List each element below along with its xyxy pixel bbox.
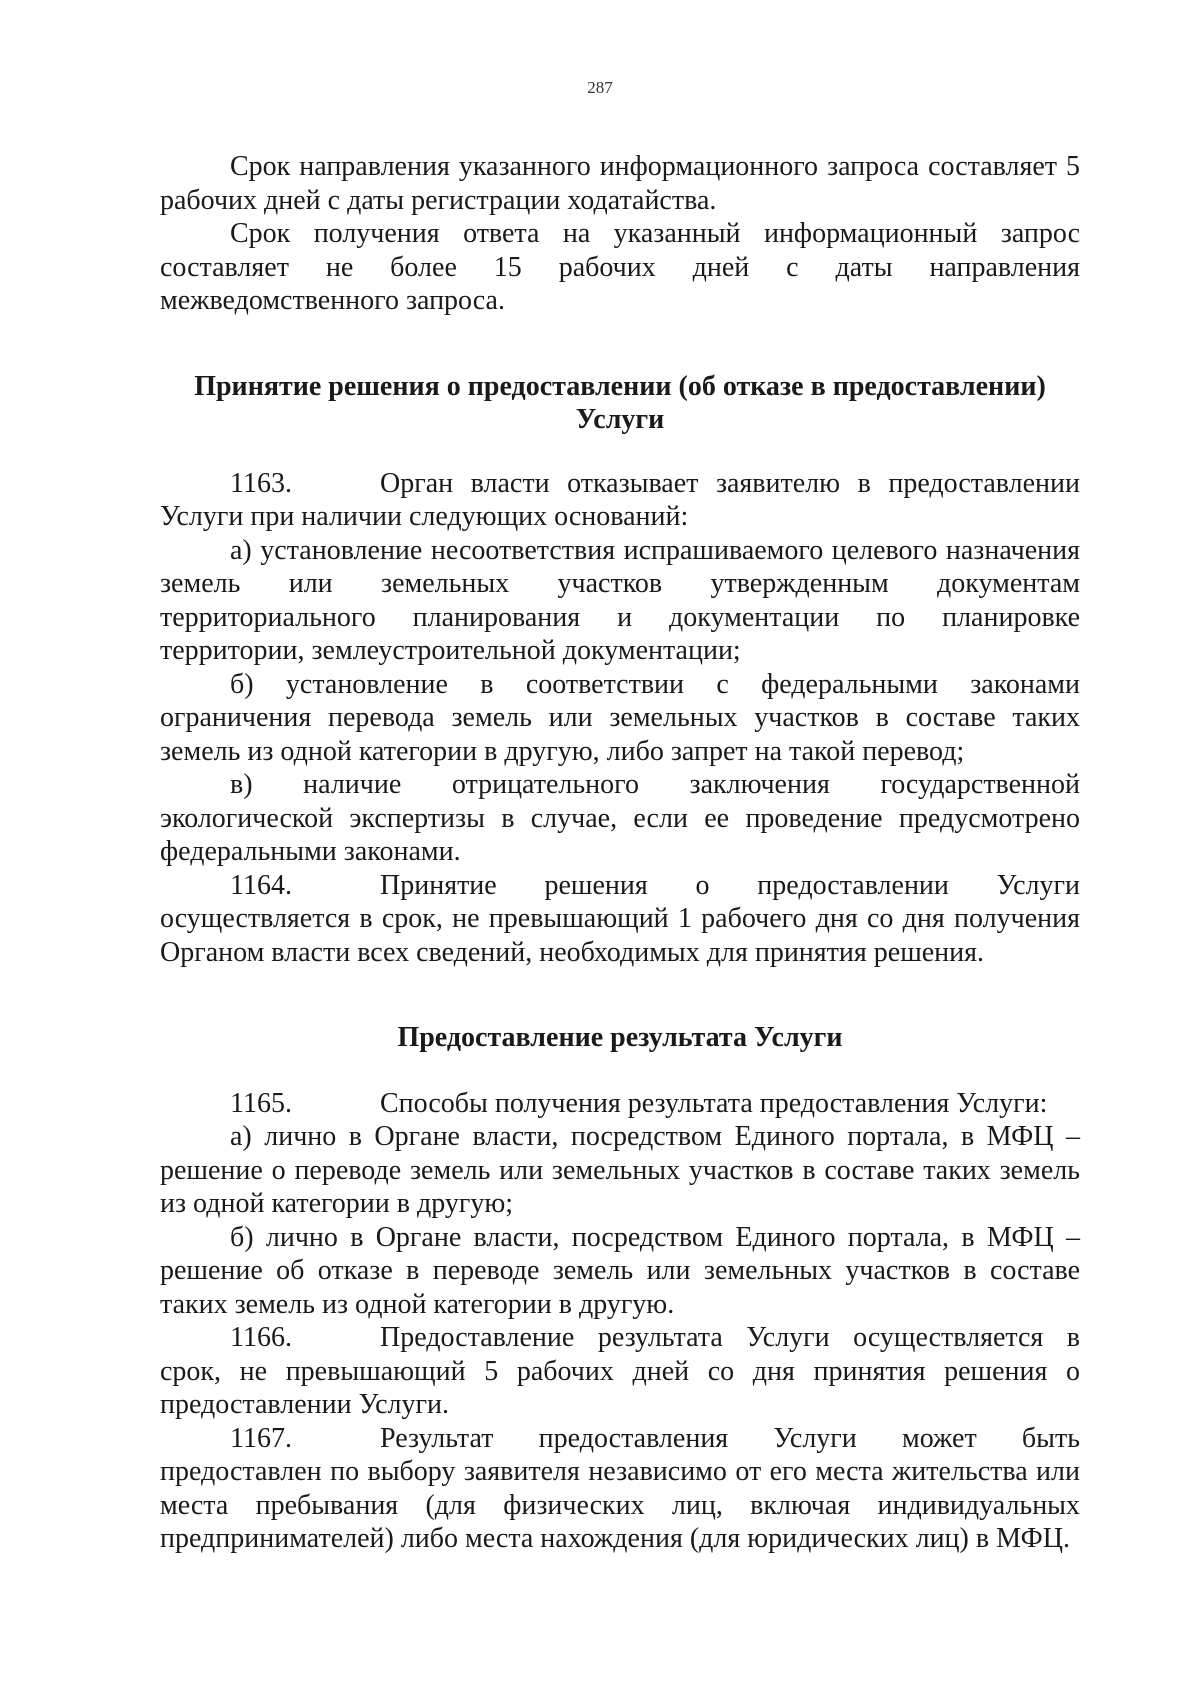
clause-1166 (160, 1321, 1080, 1422)
clause-number: 1165. (230, 1087, 292, 1119)
clause-number: 1164. (230, 869, 292, 901)
clause-text: Орган власти отказывает заявителю в предоставлении Услуги при наличии следующих оснований: (160, 467, 1080, 532)
clause-text: Принятие решения о предоставлении Услуги осуществляется в срок, не превышающий 1 рабочего дня со дня получения Органом власти всех сведений, необходимых для принятия решения. (160, 869, 1080, 968)
clause-number: 1166. (230, 1322, 292, 1353)
section-heading-decision: Принятие решения о предоставлении (об отказе в предоставлении) Услуги (194, 370, 1046, 435)
page-number: 287 (587, 78, 613, 97)
subclause-v: в) наличие отрицательного заключения государственной экологической экспертизы в случае, если ее проведение предусмотрено федеральными законами. (160, 769, 1080, 867)
clause-1163 (160, 467, 1080, 534)
intro-paragraph-2: Срок получения ответа на указанный информационный запрос составляет не более 15 рабочих дней с даты направления межведомственного запроса. (160, 218, 1080, 316)
clause-number: 1163. (230, 467, 292, 499)
clause-text: Результат предоставления Услуги может быть предоставлен по выбору заявителя независимо от его места жительства или места пребывания (для физических лиц, включая индивидуальных предпринимателей) либо места нахождения (для юридических лиц) в МФЦ. (160, 1422, 1080, 1554)
clause-1164 (160, 869, 1080, 970)
document-body (160, 150, 1080, 1556)
subclause-b: б) лично в Органе власти, посредством Единого портала, в МФЦ – решение об отказе в переводе земель или земельных участков в составе таких земель из одной категории в другую. (160, 1221, 1080, 1320)
subclause-a: а) лично в Органе власти, посредством Единого портала, в МФЦ – решение о переводе земель или земельных участков в составе таких земель из одной категории в другую; (160, 1121, 1080, 1219)
subclause-a: а) установление несоответствия испрашиваемого целевого назначения земель или земельных участков утвержденным документам территориального планирования и документации по планировке территории, землеустроительной документации; (160, 534, 1080, 666)
subclause-b: б) установление в соответствии с федеральными законами ограничения перевода земель или земельных участков в составе таких земель из одной категории в другую, либо запрет на такой перевод; (160, 668, 1080, 767)
clause-1165 (160, 1087, 1080, 1121)
intro-paragraph-1: Срок направления указанного информационного запроса составляет 5 рабочих дней с даты регистрации ходатайства. (160, 151, 1080, 216)
clause-number: 1167. (230, 1422, 292, 1454)
clause-text: Способы получения результата предоставления Услуги: (380, 1087, 1048, 1119)
section-heading-result: Предоставление результата Услуги (397, 1022, 843, 1053)
clause-1167 (160, 1422, 1080, 1556)
clause-text: Предоставление результата Услуги осуществляется в срок, не превышающий 5 рабочих дней со дня принятия решения о предоставлении Услуги. (160, 1322, 1080, 1420)
